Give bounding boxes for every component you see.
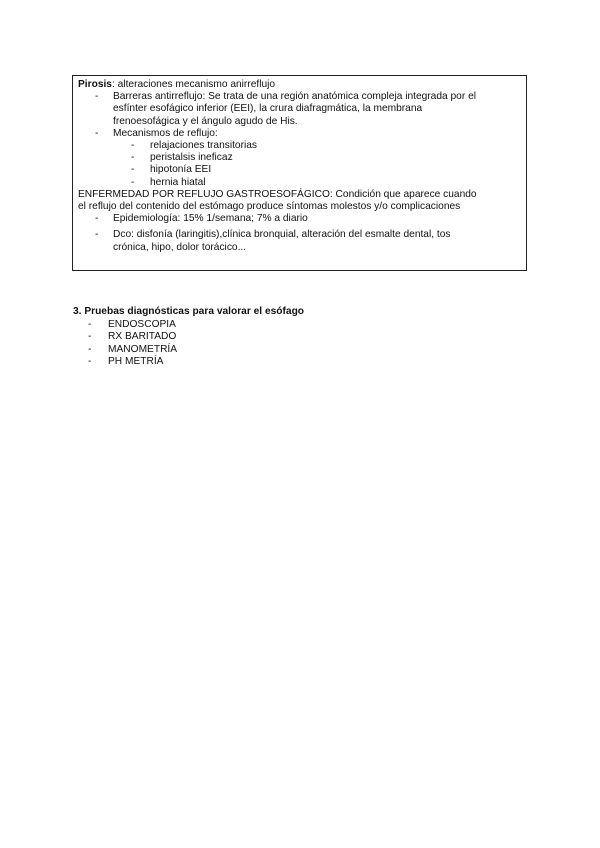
section-pruebas-diagnosticas: [73, 306, 304, 369]
pirosis-line: [78, 79, 522, 91]
erge-line-1: ENFERMEDAD POR REFLUJO GASTROESOFÁGICO: Condición que aparece cuando: [78, 188, 477, 200]
mecanismo-subitem: - hipotonía EEI: [78, 164, 522, 176]
pirosis-term: Pirosis: [78, 79, 112, 90]
list-item: - MANOMETRÍA: [73, 344, 304, 357]
section-heading: 3. Pruebas diagnósticas para valorar el esófago: [73, 306, 305, 317]
erge-line-2: el reflujo del contenido del estómago produce síntomas molestos y/o complicaciones: [78, 201, 461, 213]
barreras-item: [78, 91, 522, 103]
dco-item: - Dco: disfonía (laringitis),clínica bronquial, alteración del esmalte dental, tos: [78, 229, 522, 241]
pirosis-box: [72, 75, 527, 271]
barreras-line-2: esfínter esofágico inferior (EEI), la crura diafragmática, la membrana: [113, 103, 423, 115]
mecanismos-label: Mecanismos de reflujo:: [113, 127, 218, 139]
list-item: - RX BARITADO: [73, 331, 304, 344]
list-item: - PH METRÍA: [73, 356, 304, 369]
mecanismo-subitem: - peristalsis ineficaz: [78, 152, 522, 164]
list-item: - ENDOSCOPIA: [73, 319, 304, 332]
epidemiologia-item: - Epidemiología: 15% 1/semana; 7% a diario: [78, 213, 522, 225]
barreras-line-1: Barreras antirreflujo: Se trata de una región anatómica compleja integrada por el: [113, 91, 476, 103]
dco-line-2: crónica, hipo, dolor torácico...: [113, 241, 247, 253]
mecanismo-subitem: - relajaciones transitorias: [78, 140, 522, 152]
barreras-line-3: frenoesofágica y el ángulo agudo de His.: [113, 115, 298, 127]
mecanismo-subitem: - hernia hiatal: [78, 177, 522, 189]
mecanismos-item: [78, 128, 522, 140]
pirosis-description: : alteraciones mecanismo anirreflujo: [111, 79, 276, 90]
